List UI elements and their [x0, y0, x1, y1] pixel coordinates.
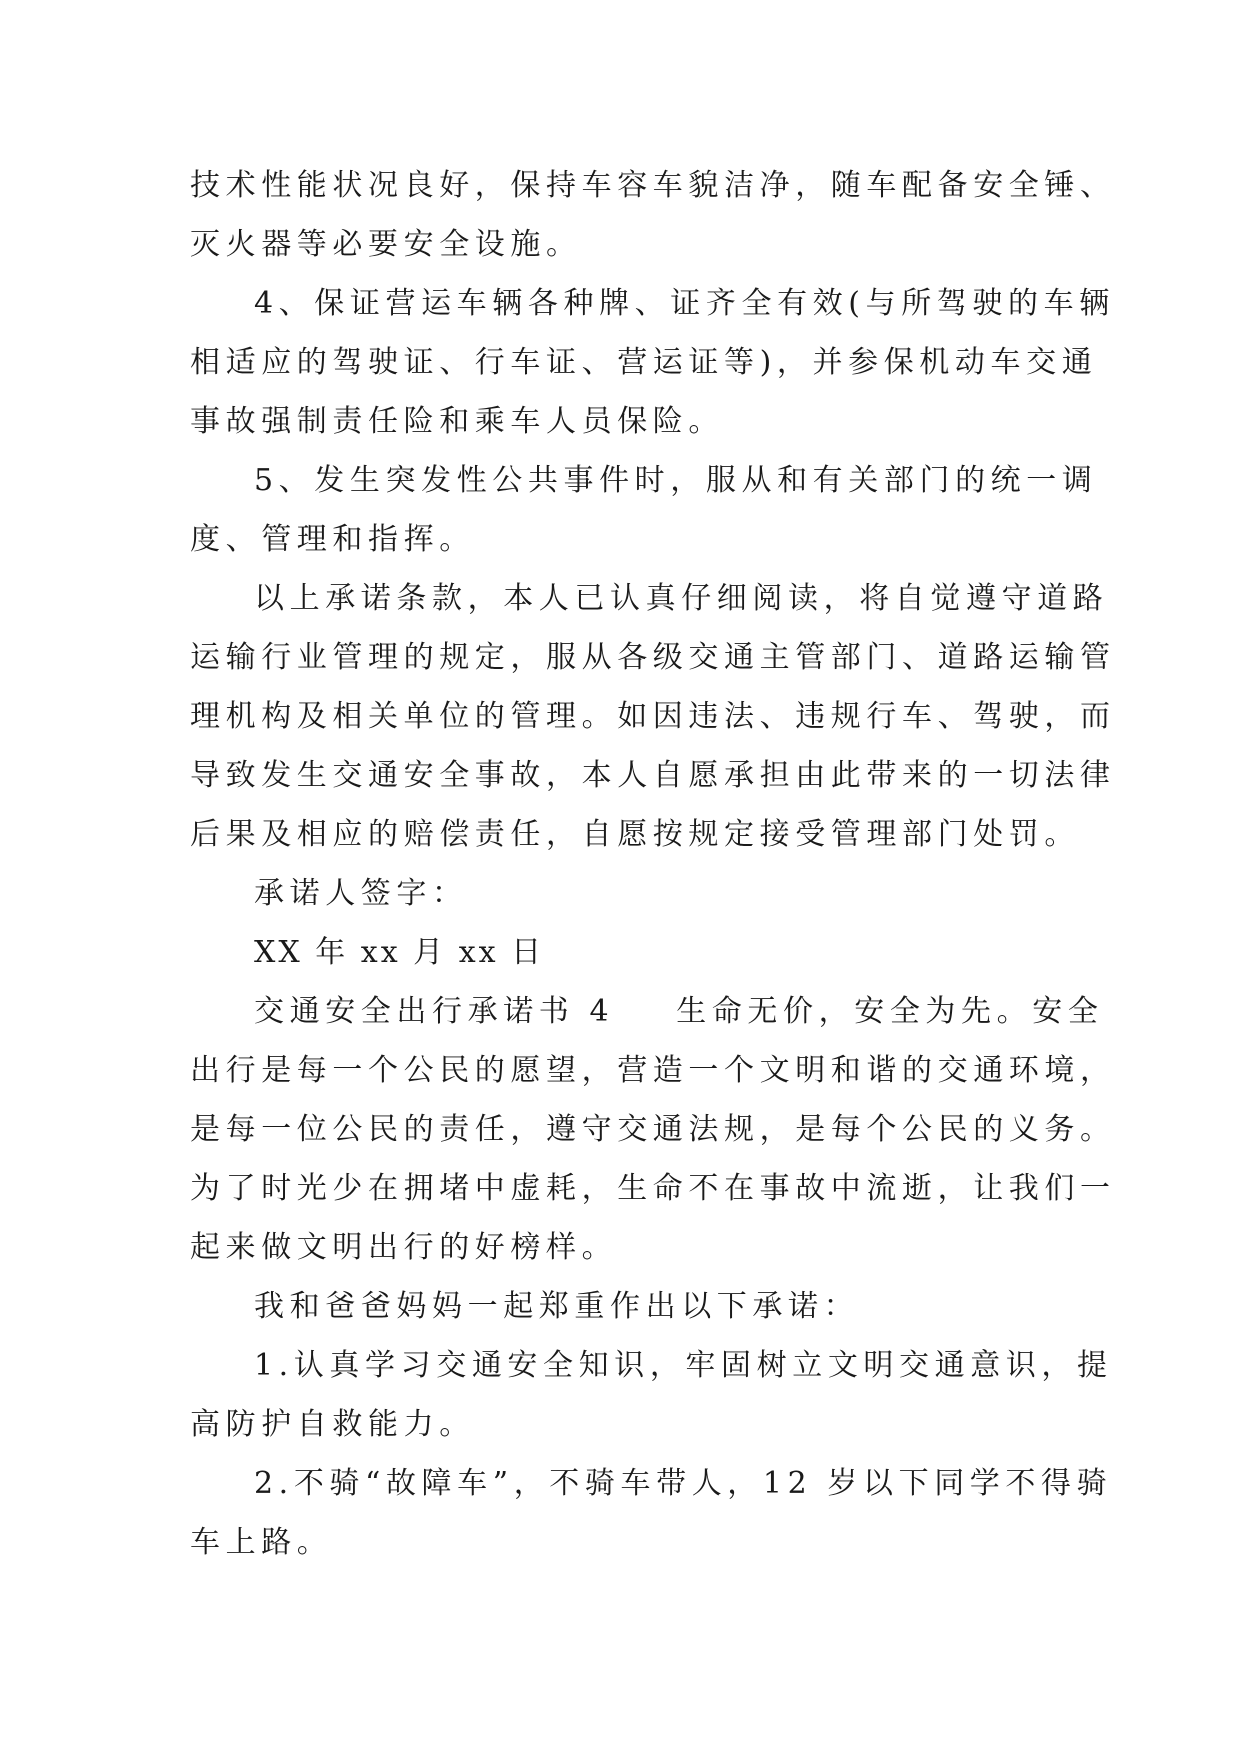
paragraph-line: 灭火器等必要安全设施。	[190, 227, 582, 262]
paragraph-line: 相适应的驾驶证、行车证、营运证等)，并参保机动车交通	[190, 345, 1098, 380]
paragraph-line: 起来做文明出行的好榜样。	[190, 1230, 618, 1265]
paragraph-line: 为了时光少在拥堵中虚耗，生命不在事故中流逝，让我们一	[190, 1171, 1116, 1206]
paragraph-line: 理机构及相关单位的管理。如因违法、违规行车、驾驶，而	[190, 699, 1116, 734]
paragraph-line: 是每一位公民的责任，遵守交通法规，是每个公民的义务。	[190, 1112, 1116, 1147]
paragraph-line-tail: 生命无价，安全为先。安全	[676, 994, 1104, 1029]
date-line: XX 年 xx 月 xx 日	[254, 935, 545, 970]
paragraph-line: 出行是每一个公民的愿望，营造一个文明和谐的交通环境，	[190, 1053, 1116, 1088]
section-title-line	[254, 983, 1104, 1041]
paragraph-line: 运输行业管理的规定，服从各级交通主管部门、道路运输管	[190, 640, 1116, 675]
paragraph-line: 以上承诺条款，本人已认真仔细阅读，将自觉遵守道路	[254, 581, 1109, 616]
paragraph-line: 导致发生交通安全事故，本人自愿承担由此带来的一切法律	[190, 758, 1116, 793]
paragraph-line: 我和爸爸妈妈一起郑重作出以下承诺：	[254, 1289, 860, 1324]
paragraph-line: 5、发生突发性公共事件时，服从和有关部门的统一调	[254, 463, 1098, 498]
paragraph-line: 事故强制责任险和乘车人员保险。	[190, 404, 724, 439]
paragraph-line: 4、保证营运车辆各种牌、证齐全有效(与所驾驶的车辆	[254, 286, 1115, 321]
paragraph-line: 2.不骑“故障车”，不骑车带人，12 岁以下同学不得骑	[254, 1466, 1113, 1501]
paragraph-line: 1.认真学习交通安全知识，牢固树立文明交通意识，提	[254, 1348, 1113, 1383]
paragraph-line: 度、管理和指挥。	[190, 522, 475, 557]
section-title: 交通安全出行承诺书 4	[254, 994, 615, 1029]
paragraph-line: 技术性能状况良好，保持车容车貌洁净，随车配备安全锤、	[190, 168, 1116, 203]
paragraph-line: 车上路。	[190, 1525, 333, 1560]
paragraph-line: 高防护自救能力。	[190, 1407, 475, 1442]
paragraph-line: 后果及相应的赔偿责任，自愿按规定接受管理部门处罚。	[190, 817, 1080, 852]
signature-label: 承诺人签字：	[254, 876, 468, 911]
